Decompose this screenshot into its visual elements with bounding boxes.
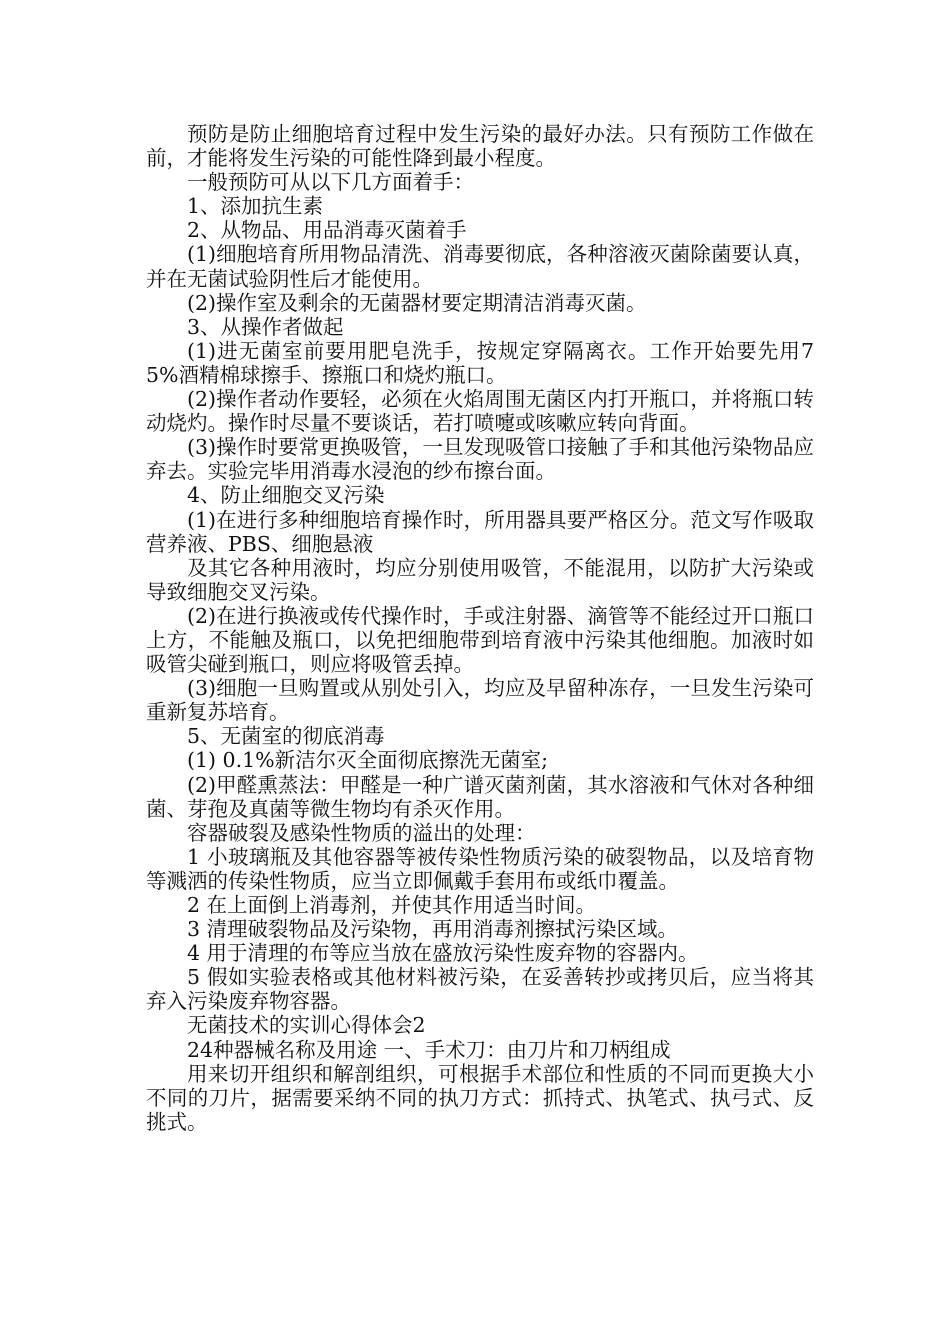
paragraph-item: 1 小玻璃瓶及其他容器等被传染性物质污染的破裂物品，以及培育物等溅洒的传染性物质，应当立即佩戴手套用布或纸巾覆盖。 [146,844,814,893]
paragraph-item: (2)操作室及剩余的无菌器材要定期清洁消毒灭菌。 [187,290,647,315]
section-title: 无菌技术的实训心得体会2 [187,1013,426,1038]
paragraph-item: 及其它各种用液时，均应分别使用吸管，不能混用，以防扩大污染或导致细胞交叉污染。 [146,555,814,604]
paragraph-prevention-intro: 预防是防止细胞培育过程中发生污染的最好办法。只有预防工作做在前，才能将发生污染的可能性降到最小程度。 [146,122,814,171]
document-body [146,122,814,1134]
paragraph-item: 4 用于清理的布等应当放在盛放污染性废弃物的容器内。 [187,941,699,966]
heading-operator: 3、从操作者做起 [187,314,344,339]
paragraph-item: (1)在进行多种细胞培育操作时，所用器具要严格区分。范文写作吸取营养液、PBS、细胞悬液 [146,507,814,556]
paragraph-item: (1)细胞培育所用物品清洗、消毒要彻底，各种溶液灭菌除菌要认真，并在无菌试验阴性后才能使用。 [146,242,814,291]
paragraph-instruments: 24种器械名称及用途 一、手术刀：由刀片和刀柄组成 [187,1037,671,1062]
paragraph-item: 2 在上面倒上消毒剂，并使其作用适当时间。 [187,893,597,917]
paragraph-scalpel: 用来切开组织和解剖组织，可根据手术部位和性质的不同而更换大小不同的刀片，据需要采纳不同的执刀方式：抓持式、执笔式、执弓式、反挑式。 [146,1061,814,1134]
paragraph-item: (3)细胞一旦购置或从别处引入，均应及早留种冻存，一旦发生污染可重新复苏培育。 [146,676,814,725]
heading-cross-contamination: 4、防止细胞交叉污染 [187,483,385,508]
paragraph-item: (2)在进行换液或传代操作时，手或注射器、滴管等不能经过开口瓶口上方，不能触及瓶口，以免把细胞带到培育液中污染其他细胞。加液时如吸管尖碰到瓶口，则应将吸管丢掉。 [146,603,814,677]
paragraph-item: (3)操作时要常更换吸管，一旦发现吸管口接触了手和其他污染物品应弃去。实验完毕用消毒水浸泡的纱布擦台面。 [146,435,814,484]
paragraph-item: (1) 0.1%新洁尔灭全面彻底擦洗无菌室; [187,748,549,773]
paragraph-item: (2)甲醛熏蒸法：甲醛是一种广谱灭菌剂菌，其水溶液和气休对各种细菌、芽孢及真菌等微生物均有杀灭作用。 [146,772,814,821]
paragraph-item: (2)操作者动作要轻，必须在火焰周围无菌区内打开瓶口，并将瓶口转动烧灼。操作时尽量不要谈话，若打喷嚏或咳嗽应转向背面。 [146,387,814,436]
heading-antibiotics: 1、添加抗生素 [187,194,324,219]
heading-disinfection: 2、从物品、用品消毒灭菌着手 [187,218,467,243]
paragraph-general-prevention: 一般预防可从以下几方面着手： [187,170,474,195]
heading-spill-handling: 容器破裂及感染性物质的溢出的处理： [187,820,536,845]
paragraph-item: (1)进无菌室前要用肥皂洗手，按规定穿隔离衣。工作开始要先用75%酒精棉球擦手、擦瓶口和烧灼瓶口。 [146,338,814,387]
heading-sterile-room: 5、无菌室的彻底消毒 [187,724,385,749]
paragraph-item: 3 清理破裂物品及污染物，再用消毒剂擦拭污染区域。 [187,917,679,942]
paragraph-item: 5 假如实验表格或其他材料被污染，在妥善转抄或拷贝后，应当将其弃入污染废弃物容器。 [146,965,814,1014]
